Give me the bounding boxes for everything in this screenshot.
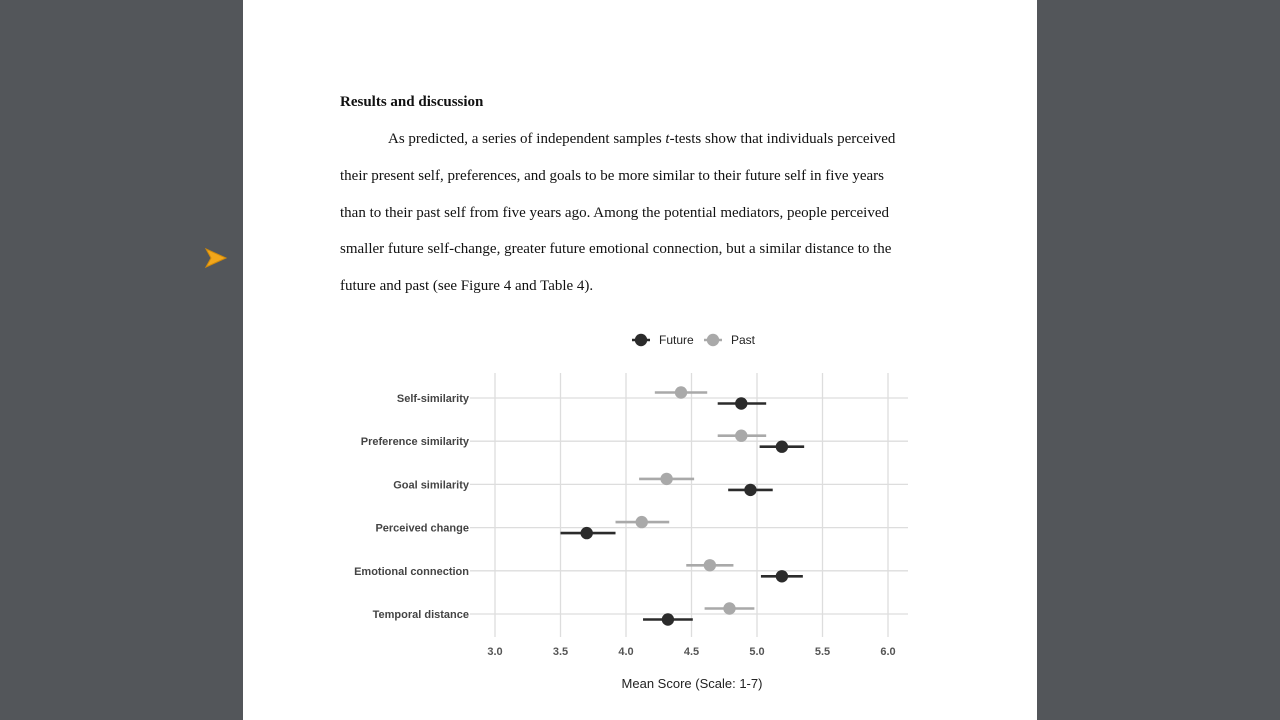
x-tick-label: 3.0 <box>487 646 503 658</box>
x-tick-label: 5.5 <box>814 646 831 658</box>
y-category-label: Self-similarity <box>396 393 469 405</box>
section-heading: Results and discussion <box>340 94 484 110</box>
legend-label: Past <box>731 333 756 347</box>
data-point <box>581 527 593 539</box>
legend-key-point <box>635 334 647 346</box>
x-tick-label: 3.5 <box>552 646 569 658</box>
x-axis-title: Mean Score (Scale: 1-7) <box>621 676 763 691</box>
x-tick-label: 5.0 <box>749 646 765 658</box>
paragraph-line: their present self, preferences, and goals to be more similar to their future self in five years <box>340 167 884 184</box>
x-tick-label: 6.0 <box>880 646 896 658</box>
data-point <box>744 484 756 496</box>
x-tick-label: 4.5 <box>683 646 700 658</box>
paragraph-line: than to their past self from five years ago. Among the potential mediators, people perceived <box>340 204 889 221</box>
data-point <box>660 473 672 485</box>
legend-key-point <box>707 334 719 346</box>
data-point <box>636 516 648 528</box>
data-point <box>735 397 747 409</box>
paragraph-line: future and past (see Figure 4 and Table 4). <box>340 278 594 295</box>
y-category-label: Perceived change <box>375 522 469 535</box>
data-point <box>776 441 788 453</box>
x-tick-label: 4.0 <box>618 646 634 658</box>
y-category-label: Goal similarity <box>393 479 469 492</box>
data-point <box>776 570 788 582</box>
legend-label: Future <box>659 333 694 347</box>
data-point <box>662 613 674 625</box>
y-category-label: Preference similarity <box>360 436 469 449</box>
y-category-label: Temporal distance <box>372 609 469 621</box>
data-point <box>675 386 687 398</box>
y-category-label: Emotional connection <box>354 565 469 578</box>
data-point <box>735 430 747 442</box>
data-point <box>723 602 735 614</box>
paragraph-line: smaller future self-change, greater future emotional connection, but a similar distance to the <box>340 241 892 258</box>
data-point <box>704 559 716 571</box>
paragraph-line: As predicted, a series of independent samples t-tests show that individuals perceived <box>388 131 896 147</box>
